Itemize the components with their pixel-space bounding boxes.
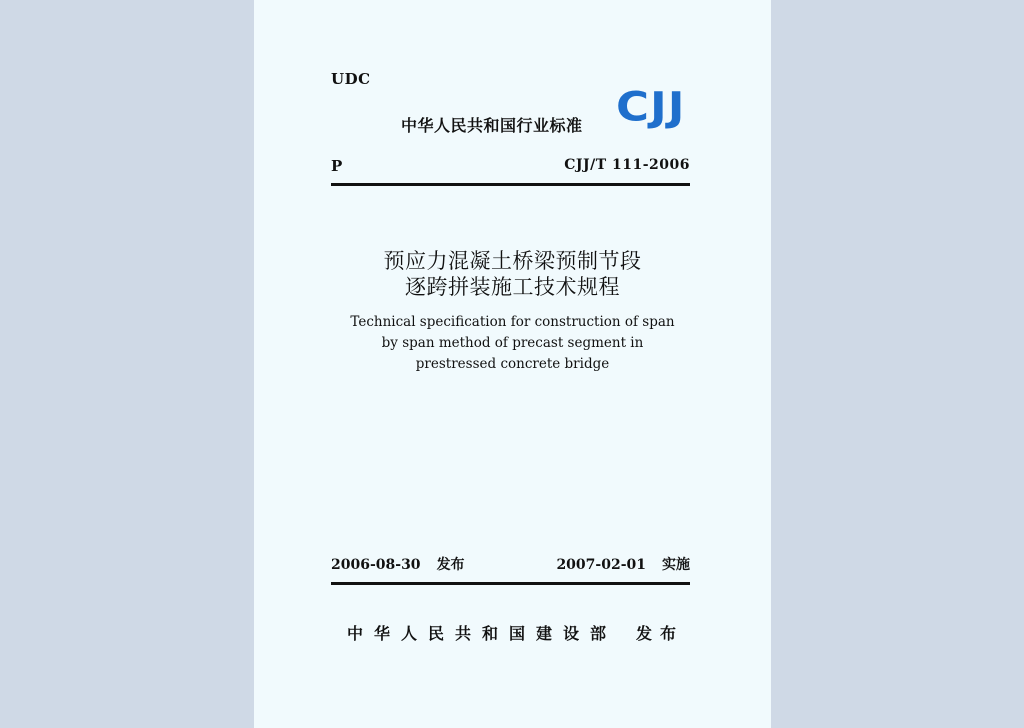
document-cover-page	[254, 0, 771, 728]
effective-date: 2007-02-01	[556, 557, 646, 573]
category-label: P	[331, 157, 343, 175]
effective-word: 实施	[662, 557, 690, 573]
issue-date: 2006-08-30	[331, 557, 421, 573]
title-cn-line1: 预应力混凝土桥梁预制节段	[383, 249, 642, 273]
title-cn-line2: 逐跨拼装施工技术规程	[405, 275, 620, 299]
effective-date-block	[556, 554, 690, 574]
cjj-logo: CJJ	[616, 82, 686, 131]
header-divider	[331, 183, 690, 186]
issue-word: 发布	[436, 557, 465, 573]
standard-number: CJJ/T 111-2006	[564, 157, 690, 173]
national-standard-label: 中华人民共和国行业标准	[401, 116, 583, 135]
issuer-word: 发布	[636, 624, 685, 643]
title-en-line2: by span method of precast segment in	[381, 335, 644, 351]
title-en-line3: prestressed concrete bridge	[415, 356, 610, 372]
issuer-name: 中华人民共和国建设部	[347, 624, 618, 643]
title-en-line1: Technical specification for construction of span	[350, 314, 675, 330]
udc-label: UDC	[331, 70, 371, 88]
issue-date-block	[331, 554, 465, 574]
footer-divider	[331, 582, 690, 585]
